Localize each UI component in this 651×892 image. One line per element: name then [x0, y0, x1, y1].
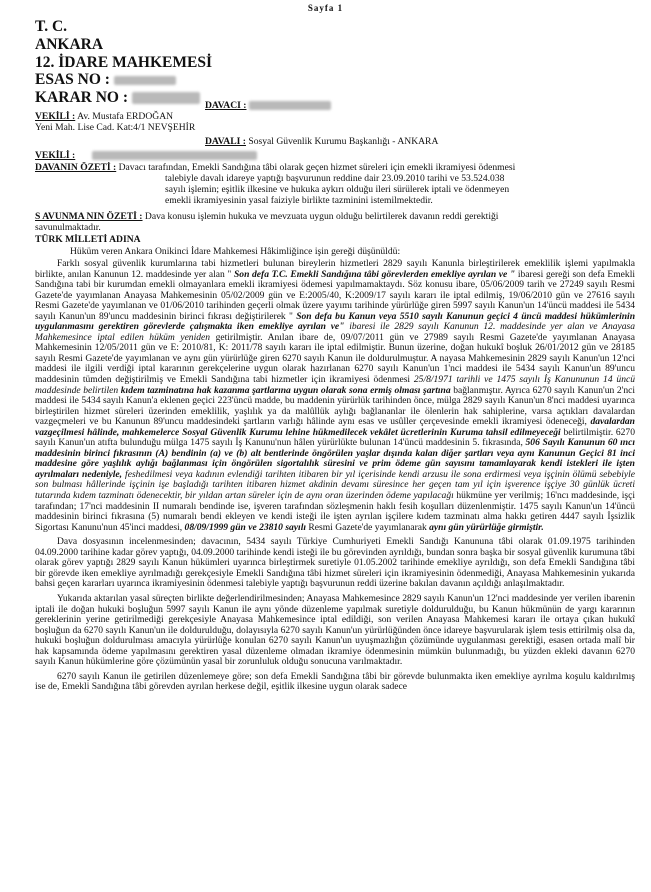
vekili-1-row — [35, 112, 173, 123]
paragraph-legal-background — [35, 259, 635, 533]
p1-segment: belirtilmiştir. 6270 sayılı Kanun'un atıfta bulunduğu mülga 1475 sayılı İş Kanunu'nun hâlen yürürlükte bulunan 14'üncü maddesinin 5. fıkrasında, — [35, 426, 635, 449]
p1-segment: aynı gün yürürlüğe girmiştir. — [429, 521, 544, 533]
esas-label: ESAS NO : — [35, 71, 110, 88]
ozet-line-4: emekli ikramiyesinin yasal faiziyle birlikte tazminini istemilmektedir. — [165, 195, 433, 206]
hukum-intro: Hüküm veren Ankara Onikinci İdare Mahkemesi Hâkimliğince işin gereği düşünüldü: — [70, 246, 401, 257]
ozet-line-2: talebiyle davalı idareye yaptığı başvurunun reddine dair 23.09.2010 tarihi ve 53.524.038 — [165, 173, 505, 184]
esas-value-redacted — [114, 76, 176, 85]
savunma-label: S AVUNMA NIN ÖZETİ : — [35, 211, 143, 222]
p1-segment: hükmüne yer verilmiş; 16'ncı maddesinde, işçi tarafından; 17'nci maddesinin II numaralı bendinde ise, işveren tarafından sözleşmenin haklı fesih koşulları düzenlenmiştir. 1475 sayılı Kanun'un 14'üncü maddesinin birinci fıkrasına (5) numaralı bendi ekleyen ve kendi isteği ile işten ayrılan işçilere kıdem tazminatı alma hakkı getiren 4447 sayılı İşsizlik Sigortası Kanunu'nun 45'inci maddesi, — [35, 490, 635, 533]
paragraph-case-facts: Dava dosyasının incelenmesinden; davacının, 5434 sayılı Türkiye Cumhuriyeti Emekli Sandığı Kanununa tâbi olarak 01.09.1975 tarihinden 04.09.2000 tarihine kadar görev yaptığı, 04.09.2000 tarihinde kendi isteği ile bu görevinden ayrıldığı, bundan sonra başka bir sosyal güvenlik kurumuna tâbi olarak görev yaptığı 2829 sayılı Kanun hükümleri uyarınca birleştirmek suretiyle 01.05.2002 tarihinde emekliye ayrıldığı, son defa Emekli Sandığına tâbi bir görevde iken emekliye ayrılmadığı gerekçesiyle Emekli Sandığına tâbi hizmet süreleri için ikramiyesinin ödenmediği, Anayasa Mahkemesinin yukarıda bahsi geçen kararları uyarınca ikramiyesinin ödenmesi talebiyle yaptığı başvurunun reddi üzerine bakılan davanın açıldığı anlaşılmaktadır. — [35, 536, 635, 590]
davaci-value-redacted — [249, 101, 331, 110]
p1-segment: 506 Sayılı Kanunun 60 ıncı maddesinin birinci fıkrasının (A) bendinin (a) ve (b) alt bentlerinde öngörülen yaşlar dışında kalan diğer şartları veya aynı Kanunun Geçici 81 inci maddesine göre yaşlılık aylığı bağlanması için öngörülen sigortalılık süresini ve prim ödeme gün sayısını tamamlayarak kendi istekleri ile işten ayrılmaları nedeniyle, — [35, 437, 635, 480]
davali-label: DAVALI : — [205, 136, 246, 147]
savunma-row — [35, 212, 498, 223]
p1-segment: 25/8/1971 tarihli ve 1475 sayılı İş Kanununun 14 üncü maddesinde belirtilen — [35, 374, 635, 396]
page-number: Sayfa 1 — [307, 3, 344, 13]
p1-segment: 08/09/1999 gün ve 23810 sayılı — [184, 521, 307, 533]
paragraph-conclusion-start: 6270 sayılı Kanun ile getirilen düzenlemeye göre; son defa Emekli Sandığına tâbi bir görevde bulunmakta iken emekliye ayrılma koşulu kaldırılmış ise de, Emekli Sandığına tâbi görevden ayrılan herkese değil, eşitlik ilkesine uygun olarak sadece — [35, 670, 635, 693]
davali-value: Sosyal Güvenlik Kurumu Başkanlığı - ANKARA — [248, 136, 439, 147]
vekili-1-label: VEKİLİ : — [35, 111, 76, 122]
decision-body — [35, 259, 635, 693]
savunma-text-2: savunulmaktadır. — [35, 222, 101, 233]
davaci-label: DAVACI : — [205, 100, 247, 111]
p1-segment: ibaresi ile 2829 sayılı Kanunun 12. maddesinde yer alan ve Anayasa Mahkemesince iptal edilen hüküm yeniden — [35, 321, 635, 343]
karar-row — [35, 89, 200, 106]
savunma-text-1: Dava konusu işlemin hukuka ve mevzuata uygun olduğu belirtilerek davanın reddi gerektiği — [144, 211, 499, 222]
p1-segment: Son defa T.C. Emekli Sandığına tâbi görevlerden emekliye ayrılan ve " — [233, 268, 516, 280]
header-tc: T. C. — [35, 18, 68, 35]
p1-segment: feshedilmesi veya kadının evlendiği tarihten itibaren bir yıl içerisinde kendi arzusu ile sona erdirmesi veya işçinin ölümü sebebiyle son bulması hâllerinde işçinin işe başladığı tarihten itibaren hizmet akdinin devamı süresince her geçen tam yıl için işverence işçiye 30 günlük ücreti tutarında kıdem tazminatı ödenecektir, bir yıldan artan süreler için de aynı oran üzerinden ödeme yapılacağı — [35, 468, 635, 502]
header-court: 12. İDARE MAHKEMESİ — [35, 54, 212, 71]
p1-segment: getirilmiştir. Anılan ibare de, 09/07/2011 gün ve 27989 sayılı Resmi Gazete'de yayımlanan Anayasa Mahkemesinin 12/05/2011 gün ve E: 2010/81, K: 2011/78 sayılı kararı ile iptal edilmiştir. Bunun üzerine, doğan hukukî boşluk 26/01/2012 gün ve 28185 sayılı Resmi Gazete'de yayımlanan ve aynı gün yürürlüğe giren 6270 sayılı Kanun ile doldurulmuştur. A nayasa Mahkemesinin 2829 sayılı Kanun'un 12'nci maddesi ile ilgili verdiği iptal kararının gerekçelerine uygun olarak hazırlanan 6270 sayılı Kanun'un 1'nci maddesi ile 5434 sayılı Kanun'un 89'uncu maddesinin tümden değiştirilmiş ve Emekli Sandığına tabi hizmetler için ikramiyesi ödenmesi — [35, 331, 635, 386]
p1-segment: Farklı sosyal güvenlik kurumlarına tabi hizmetleri bulunan bireylerin hizmetleri 2829 sayılı Kanunla birleştirilerek emeklilik işlemi yapılmakla birlikte, anılan Kanunun 12. maddesinde yer alan " — [35, 258, 635, 280]
p1-segment: bağlanmıştır. Ayrıca 6270 sayılı Kanun'un 2'nci maddesi ile 5434 sayılı Kanun'a eklenen geçici 223'üncü madde, bu maddenin yürürlük tarihinden önce, mülga 2829 sayılı Kanun'un 8'nci maddesi uyarınca birleştirilen hizmet süreleri üzerinden emeklilik, yaşlılık ya da malûllük aylığı bağlananlar ile ölenlerin hak sahiplerine, varsa açtıkları davalardan vazgeçmeleri ve bu Kanunun 89'uncu maddesindeki şartların varlığı hâlinde aynı esas ve usûller çerçevesinde emekli ikramiyesi ödeneceği, — [35, 384, 635, 428]
vekili-2-label: VEKİLİ : — [35, 150, 76, 161]
ozet-line-3: sayılı işlemin; eşitlik ilkesine ve hukuka aykırı olduğu ileri sürülerek iptali ve ödenmeyen — [165, 184, 510, 195]
turk-milleti-adina: TÜRK MİLLETİ ADINA — [35, 234, 141, 245]
vekili-1-address: Yeni Mah. Lise Cad. Kat:4/1 NEVŞEHİR — [35, 122, 196, 133]
karar-label: KARAR NO : — [35, 89, 128, 106]
davaci-row — [205, 101, 331, 112]
p1-segment: Son defa bu Kanun veya 5510 sayılı Kanunun geçici 4 üncü maddesi hükümlerinin uygulanmasını gerektiren görevlerde çalışmakta iken emekliye ayrılan ve" — [35, 310, 635, 333]
paragraph-assessment: Yukarıda aktarılan yasal süreçten birlikte değerlendirilmesinden; Anayasa Mahkemesince 2829 sayılı Kanun'un 12'nci maddesinde yer verilen ibarenin iptali ile doğan hukuki boşluğun 5997 sayılı Kanun ile aynı yönde düzenleme yapılmak suretiyle doldurulduğu, bu Kanun hükmünün de yargı kararının gereklerinin yerine getirilmediği gerekçesiyle Anayasa Mahkemesince iptal edildiği, son verilen Anayasa Mahkemesi kararı ile ortaya çıkan hukukî boşluğun da 6270 sayılı Kanun'un ile doldurulduğu, dolayısıyla 6270 sayılı Kanun'un yürürlüğünden önce idareye başvurularak işlem tesis ettirilmiş olsa da, hukuki boşluğun doldurulması amacıyla yürürlüğe konulan 6270 sayılı Kanun'un uyuşmazlığın çözümünde uygulanması gerektiği, esasen ortada malî bir hak kapsamında ödeme yapılmasını gerektiren yasal düzenleme olmadan ikramiye ödenmesinin mümkün bulunmadığı, bu yüzden ekleki davanın 6270 sayılı Kanun hükümlerine göre çözümünün yasal bir zorunluluk olduğu sonucuna varılmaktadır. — [35, 592, 635, 668]
p1-segment: Resmi Gazete'de yayımlanarak — [306, 521, 430, 533]
davali-row — [205, 137, 438, 148]
vekili-1-value: Av. Mustafa ERDOĞAN — [77, 111, 174, 122]
ozet-row — [35, 163, 515, 174]
vekili-2-value-redacted — [92, 151, 257, 160]
vekili-2-row — [35, 151, 257, 162]
karar-value-redacted — [132, 92, 200, 104]
p1-segment: davalardan vazgeçilmesi hâlinde, mahkemelerce Sosyal Güvenlik Kurumu lehine hükmedilecek vekâlet ücretlerinin Kuruma tahsil edilmeyeceği — [35, 416, 635, 438]
ozet-label: DAVANIN ÖZETİ : — [35, 162, 117, 173]
p1-segment: kıdem tazminatına hak kazanma şartlarına uygun olarak sona ermiş olması şartına — [120, 384, 451, 396]
header-city: ANKARA — [35, 36, 104, 53]
esas-row — [35, 71, 176, 88]
p1-segment: ibaresi gereği son defa Emekli Sandığına tabi bir kurumdan emekli olmayanlara emekli ikramiyesi ödemesi yapılmamaktaydı. Söz konusu ibare, 05/06/2009 tarih ve 27249 sayılı Resmi Gazete'de yayımlanan Anayasa Mahkemesinin 05/02/2009 gün ve E:2005/40, K:2009/17 sayılı kararı ile iptal edilmiş, 19/06/2010 gün ve 27616 sayılı Resmi Gazete'de yayımlanan ve 01/06/2010 tarihinden geçerli olmak üzere yayımı tarihinde yürürlüğe giren 5997 sayılı Kanun'un 14'üncü maddesi ile 5434 sayılı Kanun'un 89'uncu maddesinin birinci fıkrası değiştirilerek " — [35, 268, 635, 322]
ozet-line-1: Davacı tarafından, Emekli Sandığına tâbi olarak geçen hizmet süreleri için emekli ikramiyesi ödenmesi — [118, 162, 516, 173]
